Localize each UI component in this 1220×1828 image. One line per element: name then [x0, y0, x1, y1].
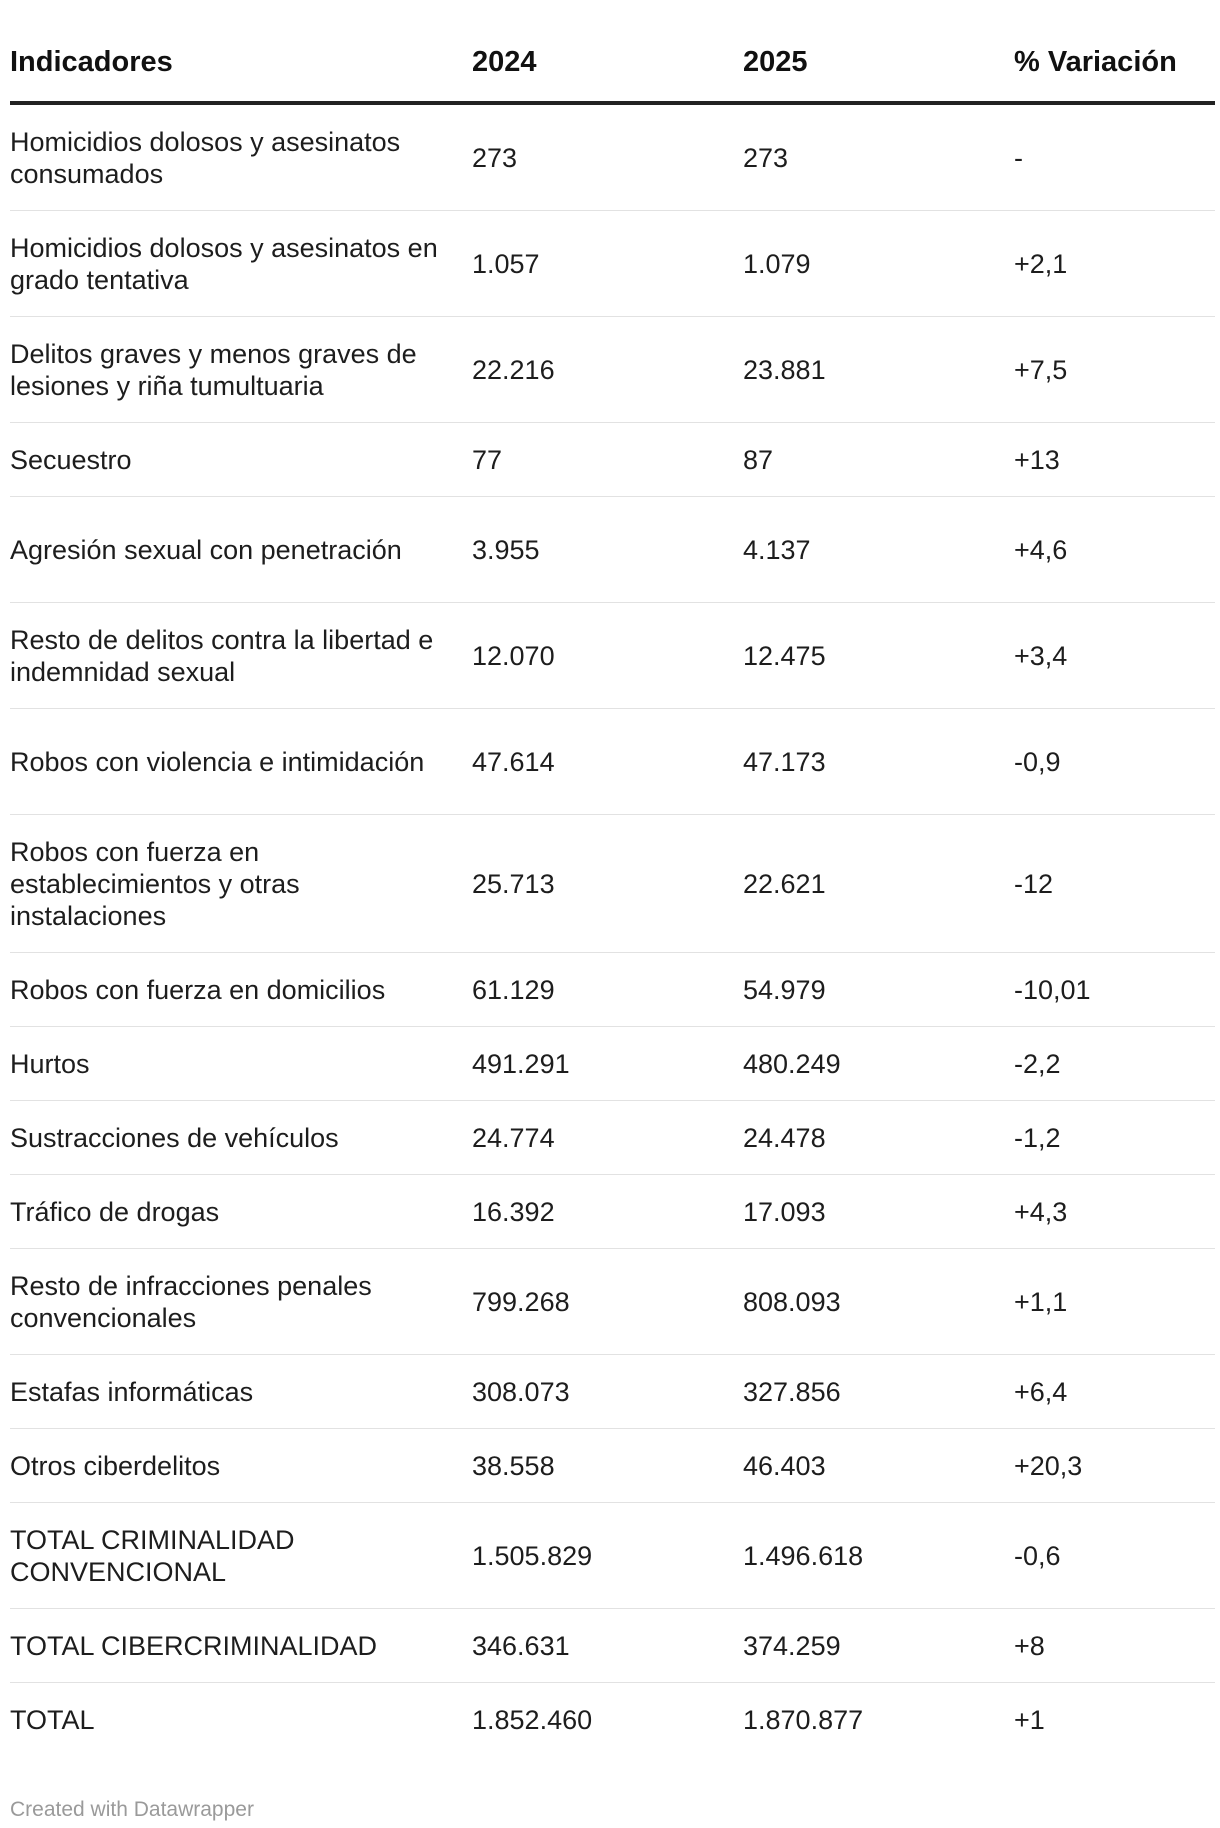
cell-variation: -2,2 — [1014, 1027, 1215, 1101]
table-row — [10, 1027, 1215, 1101]
cell-variation: +1 — [1014, 1704, 1045, 1735]
cell-value-2024: 1.505.829 — [472, 1503, 743, 1609]
cell-value-2024: 799.268 — [472, 1249, 743, 1355]
cell-value-2025: 1.079 — [743, 211, 1014, 317]
column-header-2024[interactable]: 2024 — [472, 24, 743, 103]
cell-indicator: Sustracciones de vehículos — [10, 1101, 472, 1175]
cell-variation: +7,5 — [1014, 317, 1215, 423]
cell-indicator: Otros ciberdelitos — [10, 1429, 472, 1503]
cell-variation: +8 — [1014, 1609, 1215, 1683]
table-row — [10, 603, 1215, 709]
cell-variation: - — [1014, 103, 1215, 211]
cell-indicator: Agresión sexual con penetración — [10, 497, 472, 603]
column-header-variacion[interactable]: % Variación — [1014, 24, 1215, 103]
table-body — [10, 103, 1215, 1756]
cell-variation: +3,4 — [1014, 603, 1215, 709]
cell-value-2024: 22.216 — [472, 317, 743, 423]
cell-variation: +4,6 — [1014, 497, 1215, 603]
table-row — [10, 423, 1215, 497]
cell-variation: +6,4 — [1014, 1355, 1215, 1429]
cell-indicator: TOTAL CIBERCRIMINALIDAD — [10, 1609, 472, 1683]
cell-value-2025: 273 — [743, 103, 1014, 211]
cell-indicator: Secuestro — [10, 423, 472, 497]
cell-indicator: Tráfico de drogas — [10, 1175, 472, 1249]
cell-value-2025: 12.475 — [743, 603, 1014, 709]
cell-variation: -0,6 — [1014, 1503, 1215, 1609]
cell-variation: +1,1 — [1014, 1249, 1215, 1355]
table-row — [10, 1609, 1215, 1683]
cell-value-2025: 17.093 — [743, 1175, 1014, 1249]
cell-value-2024: 38.558 — [472, 1429, 743, 1503]
cell-value-2025: 480.249 — [743, 1027, 1014, 1101]
cell-value-2024: 16.392 — [472, 1175, 743, 1249]
table-row — [10, 1249, 1215, 1355]
datawrapper-credit: Created with Datawrapper — [10, 1798, 254, 1821]
cell-value-2025: 1.496.618 — [743, 1503, 1014, 1609]
cell-variation: -1,2 — [1014, 1101, 1215, 1175]
table-row — [10, 709, 1215, 815]
cell-value-2025: 24.478 — [743, 1101, 1014, 1175]
column-header-2025[interactable]: 2025 — [743, 24, 1014, 103]
cell-indicator: Robos con fuerza en establecimientos y otras instalaciones — [10, 815, 472, 953]
cell-variation: +13 — [1014, 423, 1215, 497]
cell-indicator: TOTAL CRIMINALIDAD CONVENCIONAL — [10, 1503, 472, 1609]
cell-variation: +4,3 — [1014, 1175, 1215, 1249]
cell-value-2025: 374.259 — [743, 1609, 1014, 1683]
cell-value-2024: 77 — [472, 423, 743, 497]
table-row — [10, 815, 1215, 953]
cell-indicator: Homicidios dolosos y asesinatos consumados — [10, 103, 472, 211]
table-row — [10, 1503, 1215, 1609]
table-row — [10, 1175, 1215, 1249]
cell-indicator: TOTAL — [10, 1704, 95, 1735]
cell-indicator: Hurtos — [10, 1027, 472, 1101]
cell-indicator: Resto de infracciones penales convencionales — [10, 1249, 472, 1355]
table-row — [10, 497, 1215, 603]
table-row — [10, 1683, 1215, 1757]
cell-value-2025: 54.979 — [743, 953, 1014, 1027]
cell-value-2024: 1.852.460 — [472, 1704, 593, 1735]
cell-value-2024: 25.713 — [472, 815, 743, 953]
table-row — [10, 211, 1215, 317]
cell-value-2024: 61.129 — [472, 953, 743, 1027]
cell-value-2024: 24.774 — [472, 1101, 743, 1175]
column-header-indicadores[interactable]: Indicadores — [10, 24, 472, 103]
cell-value-2025: 1.870.877 — [743, 1704, 864, 1735]
cell-variation: +2,1 — [1014, 211, 1215, 317]
cell-value-2025: 808.093 — [743, 1249, 1014, 1355]
table-row — [10, 317, 1215, 423]
cell-variation: -12 — [1014, 815, 1215, 953]
cell-value-2024: 12.070 — [472, 603, 743, 709]
cell-value-2025: 23.881 — [743, 317, 1014, 423]
cell-indicator: Estafas informáticas — [10, 1355, 472, 1429]
cell-indicator: Delitos graves y menos graves de lesiones y riña tumultuaria — [10, 317, 472, 423]
table-header — [10, 24, 1215, 103]
cell-value-2025: 47.173 — [743, 709, 1014, 815]
cell-variation: -10,01 — [1014, 953, 1215, 1027]
crime-indicators-table — [10, 24, 1215, 1756]
cell-value-2025: 46.403 — [743, 1429, 1014, 1503]
cell-value-2024: 346.631 — [472, 1609, 743, 1683]
cell-value-2024: 1.057 — [472, 211, 743, 317]
table-row — [10, 953, 1215, 1027]
cell-indicator: Homicidios dolosos y asesinatos en grado tentativa — [10, 211, 472, 317]
cell-variation: +20,3 — [1014, 1429, 1215, 1503]
cell-value-2024: 47.614 — [472, 709, 743, 815]
header-row — [10, 24, 1215, 103]
table-row — [10, 1355, 1215, 1429]
cell-value-2025: 87 — [743, 423, 1014, 497]
cell-variation: -0,9 — [1014, 709, 1215, 815]
cell-indicator: Robos con fuerza en domicilios — [10, 953, 472, 1027]
cell-value-2025: 4.137 — [743, 497, 1014, 603]
cell-indicator: Resto de delitos contra la libertad e indemnidad sexual — [10, 603, 472, 709]
cell-value-2025: 327.856 — [743, 1355, 1014, 1429]
cell-value-2024: 491.291 — [472, 1027, 743, 1101]
cell-value-2024: 273 — [472, 103, 743, 211]
table-row — [10, 1429, 1215, 1503]
cell-indicator: Robos con violencia e intimidación — [10, 709, 472, 815]
cell-value-2024: 3.955 — [472, 497, 743, 603]
table-row — [10, 103, 1215, 211]
cell-value-2025: 22.621 — [743, 815, 1014, 953]
table-row — [10, 1101, 1215, 1175]
cell-value-2024: 308.073 — [472, 1355, 743, 1429]
